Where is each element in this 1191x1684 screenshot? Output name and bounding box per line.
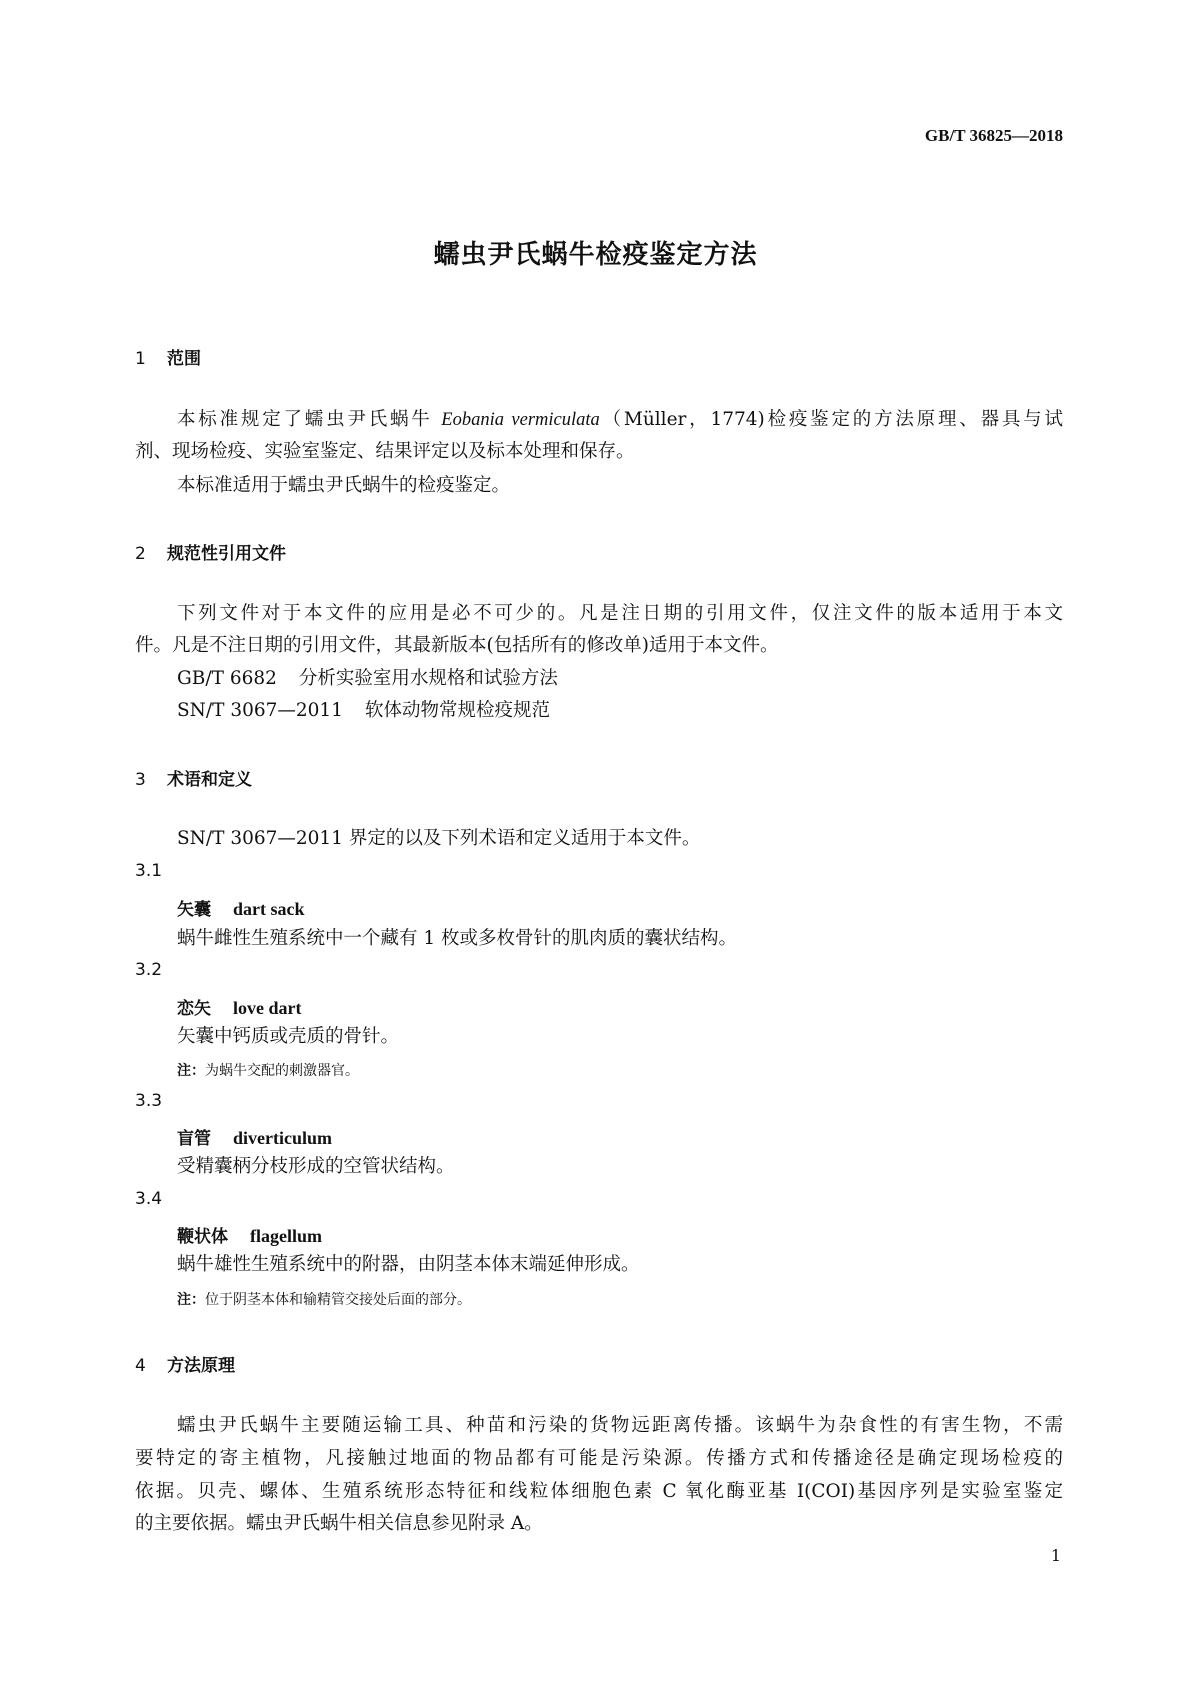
page-number: 1 xyxy=(1050,1546,1061,1565)
term-en: love dart xyxy=(233,998,302,1018)
species-name: Eobania vermiculata xyxy=(441,410,600,430)
reference-title: 分析实验室用水规格和试验方法 xyxy=(298,668,558,689)
term-en: diverticulum xyxy=(233,1128,332,1148)
section-number: 1 xyxy=(135,349,146,369)
paragraph-line xyxy=(177,408,1063,432)
paragraph-line: 本标准适用于蠕虫尹氏蜗牛的检疫鉴定。 xyxy=(177,475,511,496)
term-note xyxy=(177,1060,359,1080)
paragraph-line: 蠕虫尹氏蜗牛主要随运输工具、种苗和污染的货物远距离传播。该蜗牛为杂食性的有害生物，不需 xyxy=(177,1415,1063,1436)
note-text: 位于阴茎本体和输精管交接处后面的部分。 xyxy=(205,1292,471,1308)
note-text: 为蜗牛交配的刺激器官。 xyxy=(205,1063,359,1079)
note-label: 注： xyxy=(177,1292,205,1308)
term-title xyxy=(177,1124,332,1149)
paragraph-line: 件。凡是不注日期的引用文件，其最新版本(包括所有的修改单)适用于本文件。 xyxy=(135,635,779,656)
paragraph-line: 要特定的寄主植物，凡接触过地面的物品都有可能是污染源。传播方式和传播途径是确定现场检疫的 xyxy=(135,1448,1063,1469)
reference-title: 软体动物常规检疫规范 xyxy=(364,700,550,721)
paragraph-line: SN/T 3067—2011 界定的以及下列术语和定义适用于本文件。 xyxy=(177,828,701,849)
section-1-heading xyxy=(135,344,201,369)
note-label: 注： xyxy=(177,1063,205,1079)
section-number: 3 xyxy=(135,770,146,790)
term-title xyxy=(177,994,301,1019)
term-number: 3.3 xyxy=(135,1091,163,1111)
term-definition: 矢囊中钙质或壳质的骨针。 xyxy=(177,1026,400,1047)
reference-code: SN/T 3067—2011 xyxy=(177,700,343,721)
paragraph-line: 剂、现场检疫、实验室鉴定、结果评定以及标本处理和保存。 xyxy=(135,441,635,462)
document-title: 蠕虫尹氏蜗牛检疫鉴定方法 xyxy=(433,240,758,270)
term-zh: 鞭状体 xyxy=(177,1227,228,1247)
term-zh: 盲管 xyxy=(177,1129,211,1149)
term-note xyxy=(177,1289,471,1309)
section-number: 4 xyxy=(135,1356,146,1376)
section-title: 规范性引用文件 xyxy=(167,544,286,564)
section-title: 范围 xyxy=(167,349,201,369)
term-number: 3.4 xyxy=(135,1189,163,1209)
term-en: dart sack xyxy=(233,899,305,919)
paragraph-line: 的主要依据。蠕虫尹氏蜗牛相关信息参见附录 A。 xyxy=(135,1513,543,1534)
section-title: 术语和定义 xyxy=(167,770,252,790)
term-zh: 矢囊 xyxy=(177,900,211,920)
term-number: 3.2 xyxy=(135,960,163,980)
section-number: 2 xyxy=(135,544,146,564)
term-definition: 受精囊柄分枝形成的空管状结构。 xyxy=(177,1156,455,1177)
term-definition: 蜗牛雄性生殖系统中的附器，由阴茎本体末端延伸形成。 xyxy=(177,1254,640,1275)
reference-item xyxy=(177,699,1063,723)
reference-item xyxy=(177,667,1063,691)
paragraph-line: 依据。贝壳、螺体、生殖系统形态特征和线粒体细胞色素 C 氧化酶亚基 I(COI)基因序列是实验室鉴定 xyxy=(135,1481,1063,1502)
text: 本标准规定了蠕虫尹氏蜗牛 xyxy=(177,409,442,430)
text: （Müller，1774)检疫鉴定的方法原理、器具与试 xyxy=(599,409,1063,430)
reference-code: GB/T 6682 xyxy=(177,668,277,689)
section-3-heading xyxy=(135,765,252,790)
term-title xyxy=(177,1222,322,1247)
section-title: 方法原理 xyxy=(167,1356,235,1376)
term-en: flagellum xyxy=(250,1226,322,1246)
section-4-heading xyxy=(135,1351,235,1376)
section-2-heading xyxy=(135,539,286,564)
term-zh: 恋矢 xyxy=(177,999,211,1019)
term-definition: 蜗牛雌性生殖系统中一个藏有 1 枚或多枚骨针的肌肉质的囊状结构。 xyxy=(177,928,738,949)
paragraph-line: 下列文件对于本文件的应用是必不可少的。凡是注日期的引用文件，仅注文件的版本适用于本文 xyxy=(177,603,1063,624)
standard-code: GB/T 36825—2018 xyxy=(924,126,1063,145)
term-number: 3.1 xyxy=(135,861,163,881)
term-title xyxy=(177,895,305,920)
